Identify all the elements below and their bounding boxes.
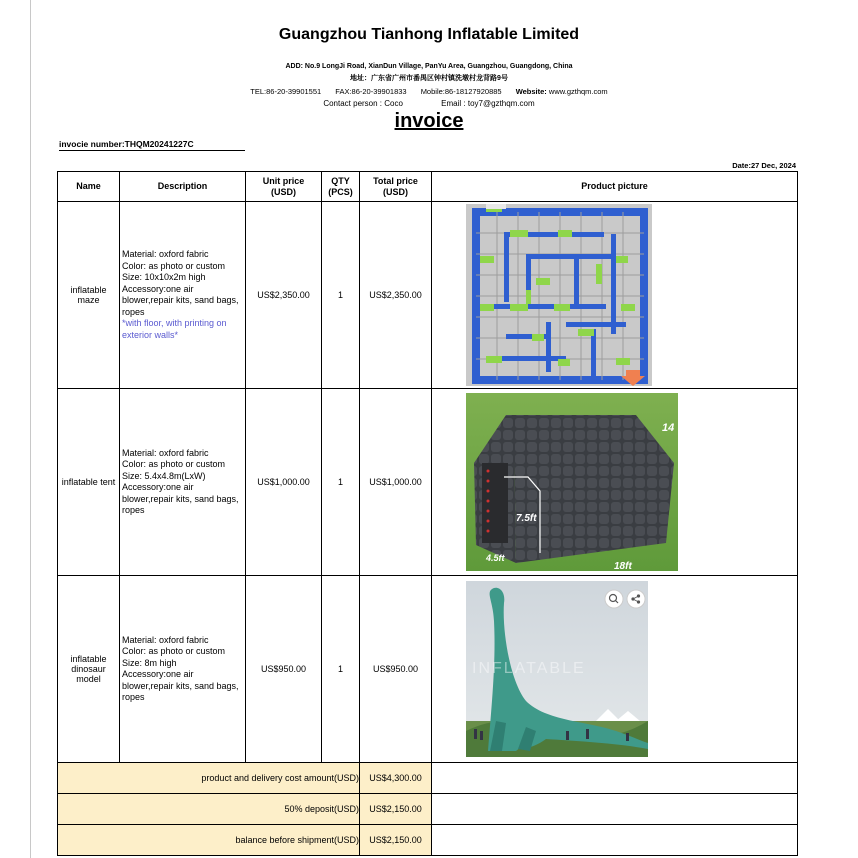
summary-empty: [432, 825, 798, 856]
header-description: Description: [120, 172, 246, 202]
invoice-date: Date:27 Dec, 2024: [732, 161, 796, 170]
row-description: [120, 576, 246, 763]
address-en: ADD: No.9 LongJi Road, XianDun Village, PanYu Area, Guangzhou, Guangdong, China: [285, 63, 573, 70]
header-total-price: Total price (USD): [360, 172, 432, 202]
summary-empty: [432, 794, 798, 825]
contact-person: Contact person : Coco: [323, 99, 403, 108]
tel: TEL:86-20-39901551: [250, 87, 322, 96]
header-picture: Product picture: [432, 172, 798, 202]
company-name: Guangzhou Tianhong Inflatable Limited: [278, 26, 580, 43]
table-row: [58, 202, 798, 389]
row-picture: [432, 202, 798, 389]
email[interactable]: Email : toy7@gzthqm.com: [441, 99, 535, 108]
description-note: *with floor, with printing on exterior walls*: [122, 318, 227, 340]
invoice-table: [57, 171, 798, 856]
summary-label: 50% deposit(USD): [58, 794, 360, 825]
row-name: inflatable maze: [58, 202, 120, 389]
description-text: Material: oxford fabric Color: as photo or custom Size: 5.4x4.8m(LxW) Accessory:one air blower,repair kits, sand bags, ropes: [122, 447, 239, 515]
contact-line: [0, 87, 858, 96]
address-cn: 地址：广东省广州市番禺区钟村镇洗墩村龙背路9号: [350, 75, 508, 82]
row-unit-price: US$1,000.00: [246, 389, 322, 576]
row-qty: 1: [322, 389, 360, 576]
summary-value: US$4,300.00: [360, 763, 432, 794]
tent-length-label: 18ft: [614, 561, 632, 571]
summary-value: US$2,150.00: [360, 794, 432, 825]
tent-height-label: 7.5ft: [516, 513, 537, 524]
tent-width-label: 14: [662, 422, 675, 434]
inflatable-maze-image: [466, 204, 652, 386]
table-header-row: [58, 172, 798, 202]
contact-line-2: [0, 99, 858, 108]
tent-depth-label: 4.5ft: [486, 553, 505, 563]
row-unit-price: US$950.00: [246, 576, 322, 763]
row-total: US$1,000.00: [360, 389, 432, 576]
row-picture: [432, 576, 798, 763]
image-watermark: INFLATABLE: [472, 660, 586, 677]
table-row: [58, 389, 798, 576]
row-picture: [432, 389, 798, 576]
row-description: [120, 389, 246, 576]
summary-row: [58, 763, 798, 794]
website-label: Website:: [515, 87, 547, 96]
row-qty: 1: [322, 202, 360, 389]
mobile: Mobile:86-18127920885: [420, 87, 502, 96]
inflatable-tent-image: [466, 393, 678, 571]
invoice-number: invocie number:THQM20241227C: [59, 139, 245, 151]
fax: FAX:86-20-39901833: [335, 87, 407, 96]
row-description: [120, 202, 246, 389]
row-name: inflatable dinosaur model: [58, 576, 120, 763]
summary-row: [58, 825, 798, 856]
header-unit-price: Unit price (USD): [246, 172, 322, 202]
row-qty: 1: [322, 576, 360, 763]
document-title: invoice: [394, 110, 464, 132]
row-total: US$2,350.00: [360, 202, 432, 389]
row-name: inflatable tent: [58, 389, 120, 576]
summary-value: US$2,150.00: [360, 825, 432, 856]
row-unit-price: US$2,350.00: [246, 202, 322, 389]
summary-empty: [432, 763, 798, 794]
description-text: Material: oxford fabric Color: as photo or custom Size: 8m high Accessory:one air blower,repair kits, sand bags, ropes: [122, 634, 239, 702]
summary-row: [58, 794, 798, 825]
summary-label: balance before shipment(USD): [58, 825, 360, 856]
row-total: US$950.00: [360, 576, 432, 763]
inflatable-dinosaur-image: [466, 581, 648, 757]
website[interactable]: www.gzthqm.com: [548, 87, 608, 96]
header-name: Name: [58, 172, 120, 202]
description-text: Material: oxford fabric Color: as photo or custom Size: 10x10x2m high Accessory:one air blower,repair kits, sand bags, ropes: [122, 249, 239, 317]
table-row: [58, 576, 798, 763]
header-qty: QTY (PCS): [322, 172, 360, 202]
summary-label: product and delivery cost amount(USD): [58, 763, 360, 794]
